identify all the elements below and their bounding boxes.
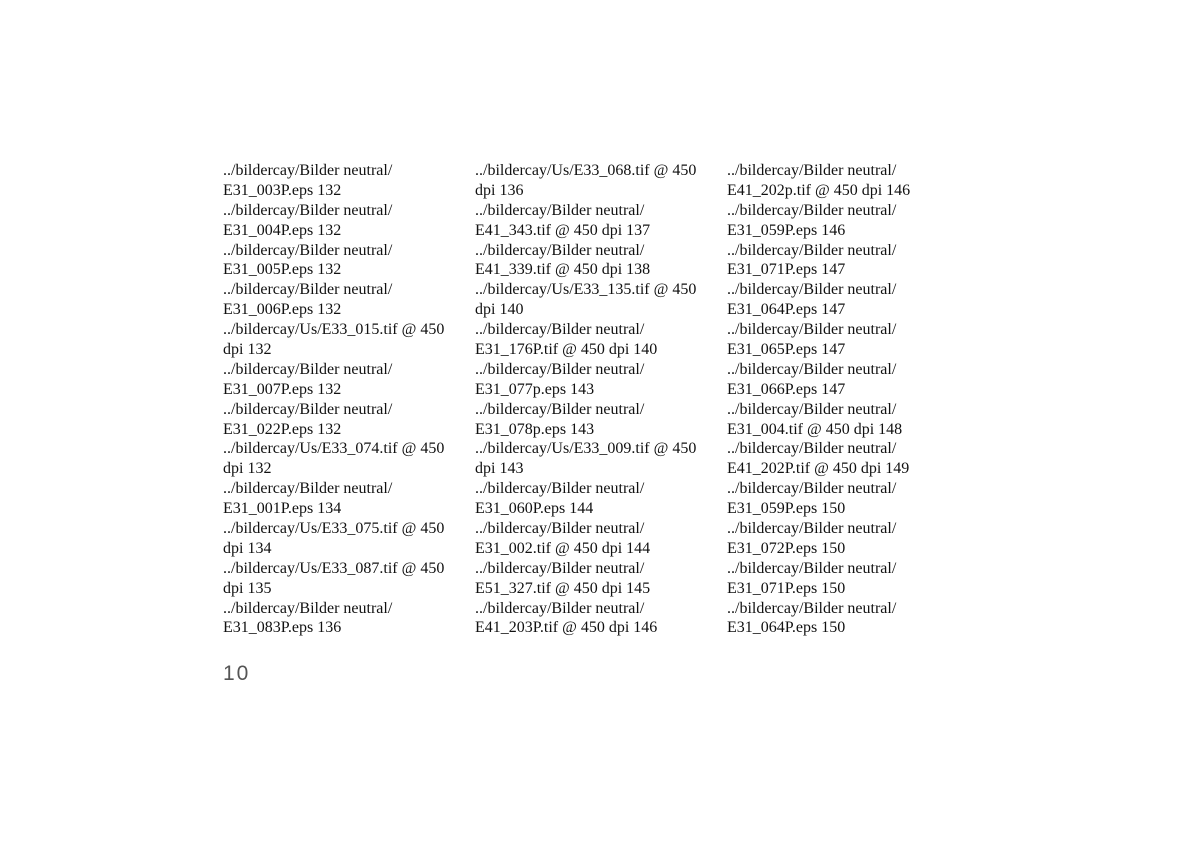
index-line: ../bildercay/Bilder neutral/ — [727, 201, 897, 219]
index-line: ../bildercay/Bilder neutral/ — [475, 321, 645, 339]
index-line: E31_059P.eps 150 — [727, 500, 846, 518]
index-line: dpi 140 — [475, 301, 524, 319]
index-line: E31_059P.eps 146 — [727, 221, 846, 239]
index-line: E41_343.tif @ 450 dpi 137 — [475, 221, 651, 239]
index-line: ../bildercay/Us/E33_075.tif @ 450 — [223, 520, 445, 538]
page-number: 10 — [223, 662, 251, 685]
index-line: ../bildercay/Us/E33_009.tif @ 450 — [475, 440, 697, 458]
index-line: dpi 132 — [223, 460, 272, 478]
index-line: ../bildercay/Us/E33_135.tif @ 450 — [475, 281, 697, 299]
index-line: ../bildercay/Bilder neutral/ — [223, 400, 393, 418]
index-line: dpi 143 — [475, 460, 524, 478]
index-line: E51_327.tif @ 450 dpi 145 — [475, 579, 651, 597]
index-line: dpi 134 — [223, 539, 272, 557]
index-line: E41_203P.tif @ 450 dpi 146 — [475, 619, 658, 637]
index-line: E31_071P.eps 147 — [727, 261, 846, 279]
index-line: ../bildercay/Bilder neutral/ — [223, 360, 393, 378]
index-line: ../bildercay/Bilder neutral/ — [223, 599, 393, 617]
index-line: E31_071P.eps 150 — [727, 579, 846, 597]
index-line: E31_083P.eps 136 — [223, 619, 342, 637]
index-line: dpi 136 — [475, 181, 524, 199]
index-line: E31_066P.eps 147 — [727, 380, 846, 398]
index-line: E31_060P.eps 144 — [475, 500, 594, 518]
index-line: E31_022P.eps 132 — [223, 420, 342, 438]
index-line: ../bildercay/Bilder neutral/ — [223, 241, 393, 259]
index-line: E31_007P.eps 132 — [223, 380, 342, 398]
index-line: E41_202p.tif @ 450 dpi 146 — [727, 181, 911, 199]
index-line: ../bildercay/Bilder neutral/ — [727, 241, 897, 259]
index-line: E31_072P.eps 150 — [727, 539, 846, 557]
index-line: E31_005P.eps 132 — [223, 261, 342, 279]
index-line: ../bildercay/Bilder neutral/ — [475, 559, 645, 577]
index-line: ../bildercay/Bilder neutral/ — [727, 599, 897, 617]
index-line: E41_339.tif @ 450 dpi 138 — [475, 261, 651, 279]
index-line: ../bildercay/Bilder neutral/ — [727, 400, 897, 418]
index-line: ../bildercay/Bilder neutral/ — [223, 162, 393, 179]
index-line: E31_003P.eps 132 — [223, 181, 342, 199]
index-line: ../bildercay/Bilder neutral/ — [223, 201, 393, 219]
index-line: E31_004P.eps 132 — [223, 221, 342, 239]
index-line: ../bildercay/Bilder neutral/ — [475, 599, 645, 617]
index-line: ../bildercay/Bilder neutral/ — [475, 241, 645, 259]
index-line: E31_078p.eps 143 — [475, 420, 595, 438]
index-line: ../bildercay/Bilder neutral/ — [223, 480, 393, 498]
index-line: ../bildercay/Bilder neutral/ — [223, 281, 393, 299]
index-line: dpi 135 — [223, 579, 272, 597]
index-line: ../bildercay/Us/E33_068.tif @ 450 — [475, 162, 697, 179]
index-line: E31_004.tif @ 450 dpi 148 — [727, 420, 903, 438]
index-line: ../bildercay/Bilder neutral/ — [727, 360, 897, 378]
index-line: E31_077p.eps 143 — [475, 380, 595, 398]
index-line: E31_065P.eps 147 — [727, 341, 846, 359]
index-line: ../bildercay/Bilder neutral/ — [727, 520, 897, 538]
index-line: ../bildercay/Bilder neutral/ — [727, 440, 897, 458]
index-line: E41_202P.tif @ 450 dpi 149 — [727, 460, 910, 478]
index-line: ../bildercay/Bilder neutral/ — [475, 360, 645, 378]
index-column-3 — [727, 161, 967, 638]
index-line: ../bildercay/Bilder neutral/ — [727, 162, 897, 179]
index-line: ../bildercay/Bilder neutral/ — [475, 400, 645, 418]
index-line: ../bildercay/Bilder neutral/ — [475, 201, 645, 219]
index-line: ../bildercay/Bilder neutral/ — [475, 520, 645, 538]
index-line: dpi 132 — [223, 341, 272, 359]
index-line: ../bildercay/Bilder neutral/ — [727, 559, 897, 577]
index-line: ../bildercay/Bilder neutral/ — [475, 480, 645, 498]
index-line: E31_176P.tif @ 450 dpi 140 — [475, 341, 658, 359]
index-line: E31_064P.eps 150 — [727, 619, 846, 637]
index-line: ../bildercay/Us/E33_015.tif @ 450 — [223, 321, 445, 339]
index-column-2 — [475, 161, 715, 638]
index-line: ../bildercay/Bilder neutral/ — [727, 281, 897, 299]
index-column-1 — [223, 161, 463, 638]
index-line: ../bildercay/Us/E33_074.tif @ 450 — [223, 440, 445, 458]
index-line: E31_006P.eps 132 — [223, 301, 342, 319]
index-line: ../bildercay/Us/E33_087.tif @ 450 — [223, 559, 445, 577]
index-line: ../bildercay/Bilder neutral/ — [727, 480, 897, 498]
index-line: ../bildercay/Bilder neutral/ — [727, 321, 897, 339]
index-line: E31_002.tif @ 450 dpi 144 — [475, 539, 651, 557]
index-line: E31_001P.eps 134 — [223, 500, 342, 518]
index-line: E31_064P.eps 147 — [727, 301, 846, 319]
